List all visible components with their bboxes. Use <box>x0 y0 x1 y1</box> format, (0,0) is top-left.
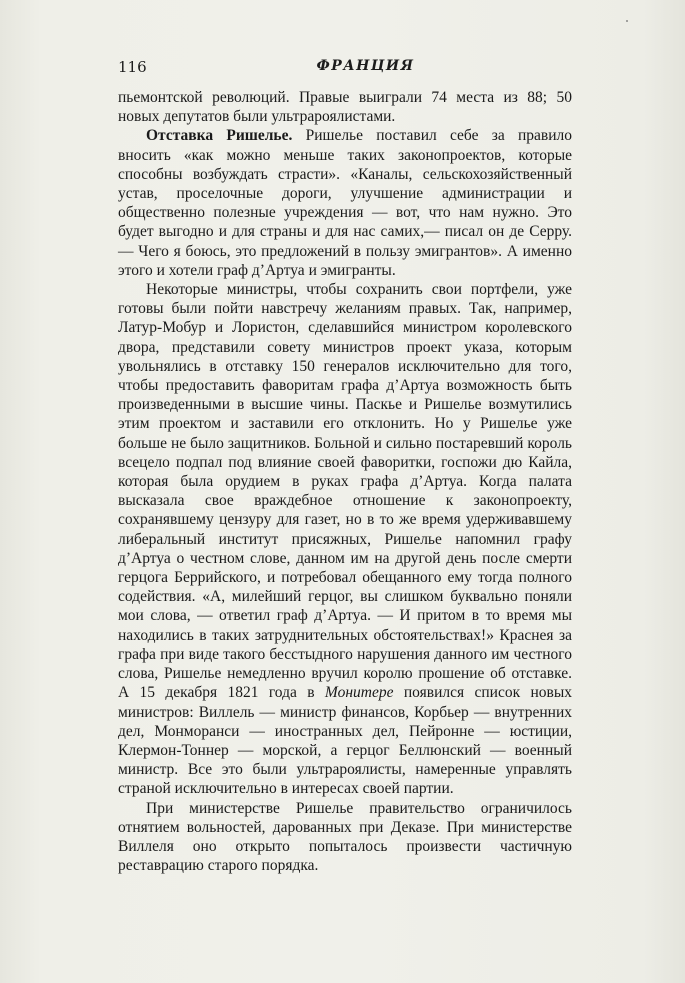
running-title: ФРАНЦИЯ <box>316 58 415 74</box>
paragraph-text: появился список новых министров: Виллель — министр финансов, Корбьер — внутренних дел, Монморанси — иностранных дел, Пейронне — юстиции, Клермон-Тоннер — морской, а герцог Беллюнский — военный министр. Все это были ультрароялисты, намеренные управлять страной исключительно в интересах своей партии. <box>118 684 572 798</box>
paper-speck <box>626 20 628 22</box>
page-number: 116 <box>118 58 147 76</box>
paragraph <box>118 799 572 876</box>
page-header <box>118 58 573 80</box>
paragraph <box>118 88 572 126</box>
paragraph <box>118 280 572 798</box>
section-run-in-heading: Отставка Ришелье. <box>146 127 293 145</box>
paragraph-text: При министерстве Ришелье правительство ограничилось отнятием вольностей, дарованных при Деказе. При министерстве Виллеля оно открыто попыталось произвести частичную реставрацию старого порядка. <box>118 799 572 875</box>
paragraph <box>118 126 572 280</box>
paragraph-text: пьемонтской революций. Правые выиграли 74 места из 88; 50 новых депутатов были ультрароялистами. <box>118 89 572 126</box>
text-body <box>118 88 572 875</box>
newspaper-title: Монитере <box>324 684 394 702</box>
paragraph-text: Ришелье поставил себе за правило вносить «как можно меньше таких законопроектов, которые способны возбуждать страсти». «Каналы, сельскохозяйственный устав, проселочные дороги, улучшение администрации и общественно полезные учреждения — вот, что нам нужно. Это будет выгодно и для страны и для нас самих,— писал он де Серру. — Чего я боюсь, это предложений в пользу эмигрантов». А именно этого и хотели граф д’Артуа и эмигранты. <box>118 127 572 279</box>
paragraph-text: Некоторые министры, чтобы сохранить свои портфели, уже готовы были пойти навстречу желаниям правых. Так, например, Латур-Мобур и Лористон, сделавшийся министром королевского двора, представили совету министров проект указа, которым увольнялись в отставку 150 генералов исключительно для того, чтобы предоставить фаворитам графа д’Артуа возможность быть произведенными в высшие чины. Паскье и Ришелье возмутились этим проектом и заставили его отклонить. Но у Ришелье уже больше не было защитников. Больной и сильно постаревший король всецело подпал под влияние своей фаворитки, госпожи дю Кайла, которая была орудием в руках графа д’Артуа. Когда палата высказала свое враждебное отношение к законопроекту, сохранявшему цензуру для газет, но в то же время удерживавшему либеральный институт присяжных, Ришелье напомнил графу д’Артуа о честном слове, данном им на другой день после смерти герцога Беррийского, и потребовал обещанного ему тогда полного содействия. «А, милейший герцог, вы слишком буквально поняли мои слова, — ответил граф д’Артуа. — И притом в то время мы находились в таких затруднительных обстоятельствах!» Краснея за графа при виде такого бесстыдного нарушения данного им честного слова, Ришелье немедленно вручил королю прошение об отставке. А 15 декабря 1821 года в <box>118 281 572 702</box>
